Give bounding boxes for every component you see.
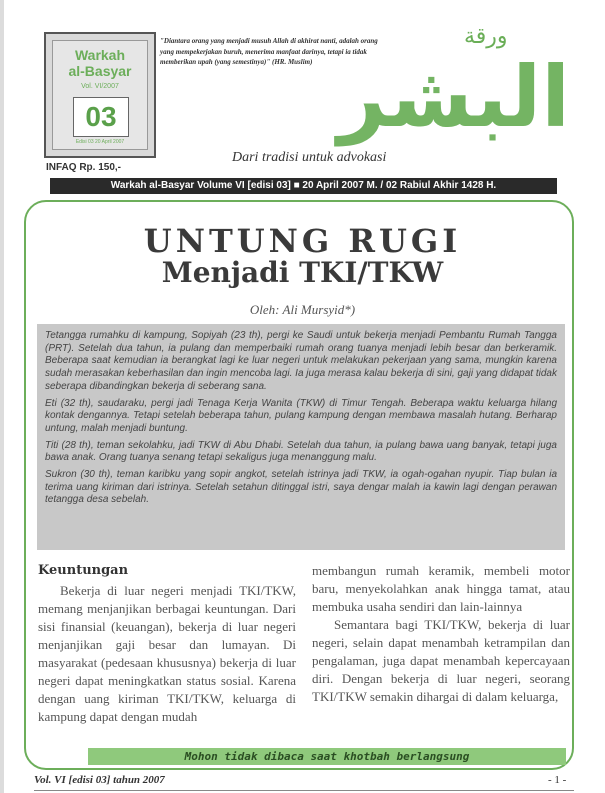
logo-box <box>44 32 156 158</box>
column-left <box>38 562 296 726</box>
page-left-edge <box>0 0 4 793</box>
logo-small-text: Edisi 03 20 April 2007 <box>75 139 125 145</box>
intro-paragraph: Tetangga rumahku di kampung, Sopiyah (23 th), pergi ke Saudi untuk bekerja menjadi Pembantu Rumah Tangga (PRT). Setelah dua tahun, ia pulang dan memperbaiki rumah orang tuanya menjadi lebih besar dan berkeramik. Beberapa saat kemudian ia berangkat lagi ke luar negeri untuk melakukan pekerjaan yang sama, mungkin karena sudah merasakan keberhasilan dan ingin mencoba lagi. Ia juga merasa kalau bekerja di sini, gaji yang didapat tidak seberapa dibandingkan bekerja di seberang sana. <box>45 330 557 392</box>
intro-paragraph: Eti (32 th), saudaraku, pergi jadi Tenaga Kerja Wanita (TKW) di Timur Tengah. Beberapa waktu keluarga hilang kontak dengannya. Tetapi setelah beberapa tahun, pulang kampung dengan membawa masalah hutang. Berharap untung, malah menjadi buntung. <box>45 397 557 434</box>
footer-rule <box>34 790 574 791</box>
arabic-waraqah: ورقة <box>464 24 508 49</box>
notice-bar: Mohon tidak dibaca saat khotbah berlangsung <box>88 748 566 765</box>
footer-volume: Vol. VI [edisi 03] tahun 2007 <box>34 774 165 786</box>
page-number: - 1 - <box>548 774 567 786</box>
tagline: Dari tradisi untuk advokasi <box>232 150 387 165</box>
intro-paragraph: Sukron (30 th), teman karibku yang sopir angkot, setelah istrinya jadi TKW, ia ogah-ogahan nyupir. Tiap bulan ia terima uang kiriman dari istrinya. Setelah setahun ditinggal istri, saya dengar malah ia kawin lagi dengan perawan tetangga desa sebelah. <box>45 469 557 506</box>
logo-sub: Vol. VI/2007 <box>81 83 119 90</box>
article-title-line1: UNTUNG RUGI <box>143 222 462 260</box>
volume-bar: Warkah al-Basyar Volume VI [edisi 03] ■ 20 April 2007 M. / 02 Rabiul Akhir 1428 H. <box>50 178 557 194</box>
section-heading: Keuntungan <box>38 563 129 578</box>
intro-paragraph: Titi (28 th), teman sekolahku, jadi TKW di Abu Dhabi. Setelah dua tahun, ia pulang bawa uang banyak, tetapi juga bawa anak. Orang tuanya senang tetapi sekaligus juga menanggung malu. <box>45 439 557 464</box>
body-paragraph: Bekerja di luar negeri menjadi TKI/TKW, memang menjanjikan berbagai keuntungan. Dari sisi finansial (keuangan), bekerja di luar negeri menjanjikan gaji besar dan lumayan. Di masyarakat (pedesaan khususnya) bekerja di luar negeri dapat meningkatkan status sosial. Karena dengan uang kiriman TKI/TKW, keluarga di kampung dapat dengan mudah <box>38 583 296 724</box>
body-paragraph: Semantara bagi TKI/TKW, bekerja di luar negeri, selain dapat menambah ketrampilan dan pengalaman, juga dapat menambah kepercayaan diri. Dengan bekerja di luar negeri, seorang TKI/TKW semakin dihargai di dalam keluarga, <box>312 617 570 704</box>
logo-inner <box>52 40 148 150</box>
article-byline: Oleh: Ali Mursyid*) <box>249 302 356 317</box>
article-title-line2: Menjadi TKI/TKW <box>161 256 444 289</box>
arabic-al-basyar-logo: البشر <box>337 48 570 146</box>
issue-number: 03 <box>73 97 129 137</box>
column-right <box>312 562 570 706</box>
infaq-price: INFAQ Rp. 150,- <box>46 162 122 173</box>
logo-title: Warkah al-Basyar <box>68 47 132 79</box>
intro-box <box>37 324 565 550</box>
hadith-quote: "Diantara orang yang menjadi musuh Allah di akhirat nanti, adalah orang yang mempekerjakan buruh, menerima manfaat darinya, tetapi ia tidak memberikan upah (yang semestinya)" (HR. Muslim) <box>160 37 378 67</box>
body-paragraph: membangun rumah keramik, membeli motor baru, menyekolahkan anak hingga tamat, atau membuka usaha sendiri dan lain-lainnya <box>312 563 570 614</box>
